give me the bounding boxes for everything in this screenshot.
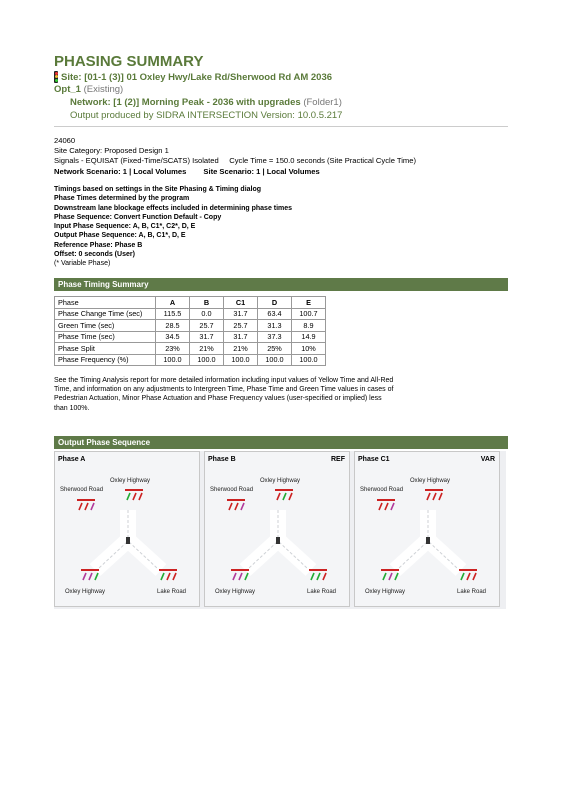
movement-arrow — [379, 503, 382, 510]
table-cell: 25.7 — [224, 320, 258, 332]
movement-arrow — [461, 573, 464, 580]
movement-arrow — [385, 503, 388, 510]
table-cell: 23% — [156, 343, 190, 355]
phase-tag: VAR — [480, 456, 495, 463]
row-label: Phase Time (sec) — [55, 331, 156, 343]
road-label-bottom-left: Oxley Highway — [65, 589, 106, 595]
row-label: Phase Change Time (sec) — [55, 308, 156, 320]
movement-arrow — [133, 493, 136, 500]
road-arm — [395, 540, 428, 570]
table-cell: 100.7 — [292, 308, 326, 320]
site-name: Site: [01-1 (3)] 01 Oxley Hwy/Lake Rd/Sherwood Rd AM 2036 — [61, 71, 333, 83]
movement-arrow — [83, 573, 86, 580]
timing-note: Input Phase Sequence: A, B, C1*, C2*, D, E — [54, 223, 196, 231]
road-label-bottom-left: Oxley Highway — [365, 589, 406, 595]
site-info — [54, 136, 416, 177]
road-label-bottom-right: Lake Road — [157, 589, 187, 595]
column-header: C1 — [224, 297, 258, 309]
timing-note: Output Phase Sequence: A, B, C1*, D, E — [54, 232, 186, 240]
movement-arrow — [173, 573, 176, 580]
movement-arrow — [139, 493, 142, 500]
movement-arrow — [229, 503, 232, 510]
table-cell: 21% — [224, 343, 258, 355]
movement-arrow — [245, 573, 248, 580]
signal-icon — [426, 537, 430, 544]
table-cell: 100.0 — [292, 354, 326, 366]
movement-arrow — [289, 493, 292, 500]
option-name: Opt_1 — [54, 84, 81, 95]
table-cell: 31.7 — [190, 331, 224, 343]
variable-phase-note: (* Variable Phase) — [54, 260, 111, 268]
movement-arrow — [233, 573, 236, 580]
table-cell: 10% — [292, 343, 326, 355]
road-arm — [245, 540, 278, 570]
row-label: Phase Frequency (%) — [55, 354, 156, 366]
road-label-left: Sherwood Road — [360, 487, 404, 493]
movement-arrow — [395, 573, 398, 580]
site-category: Site Category: Proposed Design 1 — [54, 146, 169, 156]
movement-arrow — [127, 493, 130, 500]
network-folder: (Folder1) — [303, 97, 342, 108]
movement-arrow — [283, 493, 286, 500]
table-row — [55, 343, 326, 355]
road-label-left: Sherwood Road — [60, 487, 104, 493]
row-label: Green Time (sec) — [55, 320, 156, 332]
site-line — [54, 71, 332, 83]
signal-icon — [276, 537, 280, 544]
row-label: Phase Split — [55, 343, 156, 355]
signal-icon — [126, 537, 130, 544]
site-scenario: Site Scenario: 1 | Local Volumes — [203, 166, 320, 176]
movement-arrow — [235, 503, 238, 510]
movement-arrow — [439, 493, 442, 500]
movement-arrow — [311, 573, 314, 580]
table-cell: 34.5 — [156, 331, 190, 343]
movement-arrow — [433, 493, 436, 500]
table-cell: 100.0 — [224, 354, 258, 366]
table-cell: 25% — [258, 343, 292, 355]
phase-panel-c1 — [354, 451, 500, 607]
movement-arrow — [241, 503, 244, 510]
traffic-light-icon — [54, 71, 58, 83]
site-id: 24060 — [54, 136, 76, 145]
intersection-diagram-a — [55, 452, 201, 608]
table-row — [55, 331, 326, 343]
movement-arrow — [161, 573, 164, 580]
scenario-line — [54, 167, 416, 177]
table-row — [55, 320, 326, 332]
movement-arrow — [239, 573, 242, 580]
movement-arrow — [427, 493, 430, 500]
table-cell: 21% — [190, 343, 224, 355]
intersection-diagram-b — [205, 452, 351, 608]
table-cell: 28.5 — [156, 320, 190, 332]
table-cell: 14.9 — [292, 331, 326, 343]
network-name: Network: [1 (2)] Morning Peak - 2036 with upgrades — [70, 97, 301, 108]
column-header: B — [190, 297, 224, 309]
timing-note: Offset: 0 seconds (User) — [54, 251, 135, 259]
table-cell: 37.3 — [258, 331, 292, 343]
intersection-diagram-c1 — [355, 452, 501, 608]
table-cell: 100.0 — [258, 354, 292, 366]
movement-arrow — [389, 573, 392, 580]
phase-panel-a — [54, 451, 200, 607]
road-label-bottom-right: Lake Road — [457, 589, 487, 595]
phase-name: Phase C1 — [358, 456, 390, 463]
table-cell: 31.3 — [258, 320, 292, 332]
road-label-bottom-left: Oxley Highway — [215, 589, 256, 595]
network-line — [70, 97, 342, 108]
timing-note: Timings based on settings in the Site Phasing & Timing dialog — [54, 186, 262, 193]
output-sequence-header: Output Phase Sequence — [54, 436, 508, 449]
column-header: A — [156, 297, 190, 309]
table-header-row — [55, 297, 326, 309]
table-cell: 115.5 — [156, 308, 190, 320]
movement-arrow — [391, 503, 394, 510]
phase-timing-table — [54, 296, 326, 366]
phase-timing-header: Phase Timing Summary — [54, 278, 508, 291]
movement-arrow — [167, 573, 170, 580]
movement-arrow — [79, 503, 82, 510]
road-arm — [428, 540, 461, 570]
table-row — [55, 354, 326, 366]
phase-diagrams — [54, 451, 506, 609]
timing-notes — [54, 185, 292, 269]
option-line — [54, 84, 123, 95]
movement-arrow — [317, 573, 320, 580]
table-cell: 25.7 — [190, 320, 224, 332]
road-label-top: Oxley Highway — [260, 478, 301, 484]
road-label-top: Oxley Highway — [410, 478, 451, 484]
movement-arrow — [85, 503, 88, 510]
timing-note: Reference Phase: Phase B — [54, 241, 143, 249]
table-cell: 100.0 — [190, 354, 224, 366]
column-header: D — [258, 297, 292, 309]
table-cell: 8.9 — [292, 320, 326, 332]
phase-panel-b — [204, 451, 350, 607]
table-row — [55, 308, 326, 320]
phase-name: Phase B — [208, 456, 236, 463]
table-cell: 0.0 — [190, 308, 224, 320]
road-label-top: Oxley Highway — [110, 478, 151, 484]
table-cell: 31.7 — [224, 331, 258, 343]
table-cell: 100.0 — [156, 354, 190, 366]
column-header: Phase — [55, 297, 156, 309]
produced-by: Output produced by SIDRA INTERSECTION Version: 10.0.5.217 — [70, 110, 343, 121]
column-header: E — [292, 297, 326, 309]
road-arm — [128, 540, 161, 570]
header-divider — [54, 126, 508, 127]
movement-arrow — [467, 573, 470, 580]
table-cell: 31.7 — [224, 308, 258, 320]
page-title: PHASING SUMMARY — [54, 53, 204, 70]
movement-arrow — [91, 503, 94, 510]
analysis-note: See the Timing Analysis report for more detailed information including input values of Yellow Time and All-Red Time, and information on any adjustments to Intergreen Time, Phase Time and Green Time values in cases of Pedestrian Actuation, Minor Phase Actuation and Phase Frequency values (user-specified or implied) less than 100%. — [54, 377, 394, 412]
table-cell: 63.4 — [258, 308, 292, 320]
timing-note: Downstream lane blockage effects included in determining phase times — [54, 204, 293, 212]
option-note: (Existing) — [83, 84, 124, 95]
movement-arrow — [383, 573, 386, 580]
road-label-bottom-right: Lake Road — [307, 589, 337, 595]
road-arm — [278, 540, 311, 570]
network-scenario: Network Scenario: 1 | Local Volumes — [54, 166, 187, 176]
road-label-left: Sherwood Road — [210, 487, 254, 493]
movement-arrow — [89, 573, 92, 580]
movement-arrow — [277, 493, 280, 500]
timing-note: Phase Times determined by the program — [54, 195, 190, 203]
signals-info: Signals - EQUISAT (Fixed-Time/SCATS) Isolated Cycle Time = 150.0 seconds (Site Practical Cycle Time) — [54, 156, 417, 166]
movement-arrow — [473, 573, 476, 580]
movement-arrow — [323, 573, 326, 580]
phase-tag: REF — [331, 456, 345, 463]
road-arm — [95, 540, 128, 570]
timing-note: Phase Sequence: Convert Function Default - Copy — [54, 213, 222, 221]
movement-arrow — [95, 573, 98, 580]
phase-name: Phase A — [58, 456, 86, 463]
